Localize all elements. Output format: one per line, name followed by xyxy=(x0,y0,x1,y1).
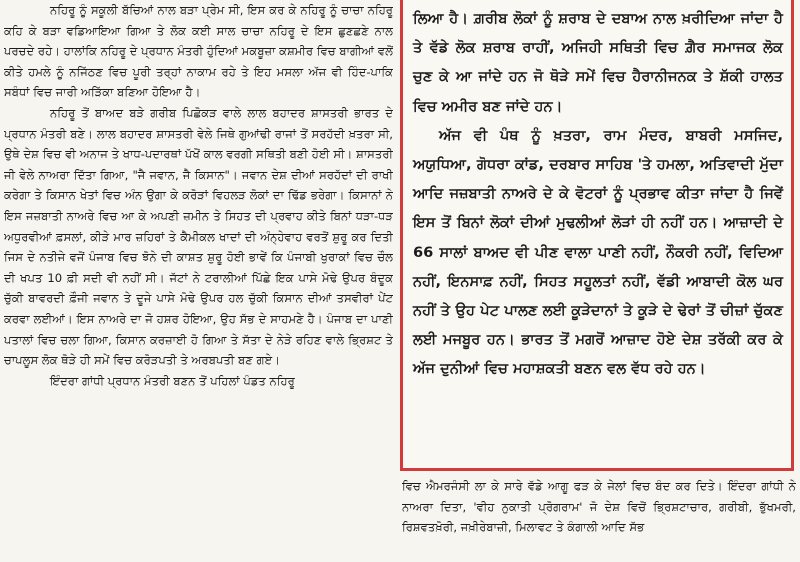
left-column xyxy=(4,0,393,562)
left-paragraph-1: ਨਹਿਰੂ ਨੂੰ ਸਕੂਲੀ ਬੱਚਿਆਂ ਨਾਲ ਬੜਾ ਪ੍ਰੇਮ ਸੀ, ਇਸ ਕਰ ਕੇ ਨਹਿਰੂ ਨੂੰ ਚਾਚਾ ਨਹਿਰੂ ਕਹਿ ਕੇ ਬੜਾ ਵਡਿਆਇਆ ਗਿਆ ਤੇ ਲੋਕ ਕਈ ਸਾਲ ਚਾਚਾ ਨਹਿਰੂ ਦੇ ਇਸ ਛੁਣਛਣੇ ਨਾਲ ਪਰਚਦੇ ਰਹੇ। ਹਾਲਾਂਕਿ ਨਹਿਰੂ ਦੇ ਪ੍ਰਧਾਨ ਮੰਤਰੀ ਹੁੰਦਿਆਂ ਮਕਬੂਜ਼ਾ ਕਸ਼ਮੀਰ ਵਿਚ ਬਾਗੀਆਂ ਵਲੋਂ ਕੀਤੇ ਹਮਲੇ ਨੂੰ ਨਜਿੱਠਣ ਵਿਚ ਪੂਰੀ ਤਰ੍ਹਾਂ ਨਾਕਾਮ ਰਹੇ ਤੇ ਇਹ ਮਸਲਾ ਅੱਜ ਵੀ ਹਿੰਦ-ਪਾਕਿ ਸਬੰਧਾਂ ਵਿਚ ਜਾਰੀ ਅੜਿੱਕਾ ਬਣਿਆ ਹੋਇਆ ਹੈ। xyxy=(4,3,393,100)
highlighted-box xyxy=(400,0,794,471)
box-paragraph-1: ਲਿਆ ਹੈ। ਗ਼ਰੀਬ ਲੋਕਾਂ ਨੂੰ ਸ਼ਰਾਬ ਦੇ ਦਬਾਅ ਨਾਲ ਖ਼ਰੀਦਿਆ ਜਾਂਦਾ ਹੈ ਤੇ ਵੱਡੇ ਲੋਕ ਸ਼ਰਾਬ ਰਾਹੀਂ, ਅਜਿਹੀ ਸਥਿਤੀ ਵਿਚ ਗ਼ੈਰ ਸਮਾਜਕ ਲੋਕ ਚੁਣ ਕੇ ਆ ਜਾਂਦੇ ਹਨ ਜੋ ਥੋੜੇ ਸਮੇਂ ਵਿਚ ਹੈਰਾਨੀਜਨਕ ਤੇ ਸ਼ੱਕੀ ਹਾਲਤ ਵਿਚ ਅਮੀਰ ਬਣ ਜਾਂਦੇ ਹਨ। xyxy=(413,10,783,115)
bottom-right-column xyxy=(402,476,796,562)
box-paragraph-2: ਅੱਜ ਵੀ ਪੰਥ ਨੂੰ ਖ਼ਤਰਾ, ਰਾਮ ਮੰਦਰ, ਬਾਬਰੀ ਮਸਜਿਦ, ਅਯੁਧਿਆ, ਗੋਧਰਾ ਕਾਂਡ, ਦਰਬਾਰ ਸਾਹਿਬ 'ਤੇ ਹਮਲਾ, ਅਤਿਵਾਦੀ ਮੁੱਦਾ ਆਦਿ ਜਜ਼ਬਾਤੀ ਨਾਅਰੇ ਦੇ ਕੇ ਵੋਟਰਾਂ ਨੂੰ ਪ੍ਰਭਾਵ ਕੀਤਾ ਜਾਂਦਾ ਹੈ ਜਿਵੇਂ ਇਸ ਤੋਂ ਬਿਨਾਂ ਲੋਕਾਂ ਦੀਆਂ ਮੁਢਲੀਆਂ ਲੋੜਾਂ ਹੀ ਨਹੀਂ ਹਨ। ਆਜ਼ਾਦੀ ਦੇ 66 ਸਾਲਾਂ ਬਾਅਦ ਵੀ ਪੀਣ ਵਾਲਾ ਪਾਣੀ ਨਹੀਂ, ਨੌਕਰੀ ਨਹੀਂ, ਵਿਦਿਆ ਨਹੀਂ, ਇਨਸਾਫ਼ ਨਹੀਂ, ਸਿਹਤ ਸਹੂਲਤਾਂ ਨਹੀਂ, ਵੱਡੀ ਆਬਾਦੀ ਕੋਲ ਘਰ ਨਹੀਂ ਤੇ ਉਹ ਪੇਟ ਪਾਲਣ ਲਈ ਕੂੜੇਦਾਨਾਂ ਤੇ ਕੂੜੇ ਦੇ ਢੇਰਾਂ ਤੋਂ ਚੀਜ਼ਾਂ ਚੁੱਕਣ ਲਈ ਮਜਬੂਰ ਹਨ। ਭਾਰਤ ਤੋਂ ਮਗਰੋਂ ਆਜ਼ਾਦ ਹੋਏ ਦੇਸ਼ ਤਰੱਕੀ ਕਰ ਕੇ ਅੱਜ ਦੁਨੀਆਂ ਵਿਚ ਮਹਾਸ਼ਕਤੀ ਬਣਨ ਵਲ ਵੱਧ ਰਹੇ ਹਨ। xyxy=(413,126,783,378)
bottom-paragraph-1: ਵਿਚ ਐਮਰਜੰਸੀ ਲਾ ਕੇ ਸਾਰੇ ਵੱਡੇ ਆਗੂ ਫੜ ਕੇ ਜੇਲਾਂ ਵਿਚ ਬੰਦ ਕਰ ਦਿਤੇ। ਇੰਦਰਾ ਗਾਂਧੀ ਨੇ ਨਾਅਰਾ ਦਿਤਾ, 'ਵੀਹ ਨੁਕਾਤੀ ਪ੍ਰੋਗਰਾਮ' ਜੋ ਦੇਸ਼ ਵਿਚੋਂ ਭ੍ਰਿਸ਼ਟਾਚਾਰ, ਗਰੀਬੀ, ਭੁੱਖਮਰੀ, ਰਿਸ਼ਵਤਖ਼ੋਰੀ, ਜਖ਼ੀਰੇਬਾਜ਼ੀ, ਮਿਲਾਵਟ ਤੇ ਕੰਗਾਲੀ ਆਦਿ ਸੱਭ xyxy=(402,479,796,535)
left-paragraph-2: ਨਹਿਰੂ ਤੋਂ ਬਾਅਦ ਬੜੇ ਗਰੀਬ ਪਿਛੋਕੜ ਵਾਲੇ ਲਾਲ ਬਹਾਦਰ ਸ਼ਾਸਤਰੀ ਭਾਰਤ ਦੇ ਪ੍ਰਧਾਨ ਮੰਤਰੀ ਬਣੇ। ਲਾਲ ਬਹਾਦਰ ਸ਼ਾਸਤਰੀ ਵੇਲੇ ਜਿਥੇ ਗੁਆਂਢੀ ਰਾਜਾਂ ਤੋਂ ਸਰਹੱਦੀ ਖ਼ਤਰਾ ਸੀ, ਉਥੇ ਦੇਸ਼ ਵਿਚ ਵੀ ਅਨਾਜ ਤੇ ਖਾਧ-ਪਦਾਰਥਾਂ ਪੱਖੋਂ ਕਾਲ ਵਰਗੀ ਸਥਿਤੀ ਬਣੀ ਹੋਈ ਸੀ। ਸ਼ਾਸਤਰੀ ਜੀ ਵੇਲੇ ਨਾਅਰਾ ਦਿੱਤਾ ਗਿਆ, "ਜੈ ਜਵਾਨ, ਜੈ ਕਿਸਾਨ"। ਜਵਾਨ ਦੇਸ਼ ਦੀਆਂ ਸਰਹੱਦਾਂ ਦੀ ਰਾਖੀ ਕਰੇਗਾ ਤੇ ਕਿਸਾਨ ਖੇਤਾਂ ਵਿਚ ਅੰਨ ਉਗਾ ਕੇ ਕਰੋੜਾਂ ਵਿਹਲੜ ਲੋਕਾਂ ਦਾ ਢਿੱਡ ਭਰੇਗਾ। ਕਿਸਾਨਾਂ ਨੇ ਇਸ ਜਜ਼ਬਾਤੀ ਨਾਅਰੇ ਵਿਚ ਆ ਕੇ ਅਪਣੀ ਜ਼ਮੀਨ ਤੇ ਸਿਹਤ ਦੀ ਪ੍ਰਵਾਹ ਕੀਤੇ ਬਿਨਾਂ ਧੜਾ-ਧੜ ਅਧੁਰਵੀਆਂ ਫ਼ਸਲਾਂ, ਕੀੜੇ ਮਾਰ ਜ਼ਹਿਰਾਂ ਤੇ ਕੈਮੀਕਲ ਖਾਦਾਂ ਦੀ ਅੰਨ੍ਹੇਵਾਹ ਵਰਤੋਂ ਸ਼ੁਰੂ ਕਰ ਦਿਤੀ ਜਿਸ ਦੇ ਨਤੀਜੇ ਵਜੋਂ ਪੰਜਾਬ ਵਿਚ ਝੋਨੇ ਦੀ ਕਾਸ਼ਤ ਸ਼ੁਰੂ ਹੋਈ ਭਾਵੇਂ ਕਿ ਪੰਜਾਬੀ ਖੁਰਾਕਾਂ ਵਿਚ ਚੌਲ ਦੀ ਖਪਤ 10 ਫ਼ੀ ਸਦੀ ਵੀ ਨਹੀਂ ਸੀ। ਜੱਟਾਂ ਨੇ ਟਰਾਲੀਆਂ ਪਿੱਛੇ ਇਕ ਪਾਸੇ ਮੋਢੇ ਉਪਰ ਬੰਦੂਕ ਚੁੱਕੀ ਬਾਵਰਦੀ ਫ਼ੌਜੀ ਜਵਾਨ ਤੇ ਦੂਜੇ ਪਾਸੇ ਮੋਢੇ ਉਪਰ ਹਲ ਚੁੱਕੀ ਕਿਸਾਨ ਦੀਆਂ ਤਸਵੀਰਾਂ ਪੇਂਟ ਕਰਵਾ ਲਈਆਂ। ਇਸ ਨਾਅਰੇ ਦਾ ਜੋ ਹਸ਼ਰ ਹੋਇਆ, ਉਹ ਸੱਭ ਦੇ ਸਾਹਮਣੇ ਹੈ। ਪੰਜਾਬ ਦਾ ਪਾਣੀ ਪਤਾਲਾਂ ਵਿਚ ਚਲਾ ਗਿਆ, ਕਿਸਾਨ ਕਰਜ਼ਾਈ ਹੋ ਗਿਆ ਤੇ ਸੱਤਾ ਦੇ ਨੇੜੇ ਰਹਿਣ ਵਾਲੇ ਭ੍ਰਿਸ਼ਟ ਤੇ ਚਾਪਲੂਸ ਲੋਕ ਥੋੜੇ ਹੀ ਸਮੇਂ ਵਿਚ ਕਰੋੜਪਤੀ ਤੇ ਅਰਬਪਤੀ ਬਣ ਗਏ। xyxy=(4,105,393,368)
left-paragraph-3: ਇੰਦਰਾ ਗਾਂਧੀ ਪ੍ਰਧਾਨ ਮੰਤਰੀ ਬਣਨ ਤੋਂ ਪਹਿਲਾਂ ਪੰਡਤ ਨਹਿਰੂ xyxy=(50,373,295,388)
